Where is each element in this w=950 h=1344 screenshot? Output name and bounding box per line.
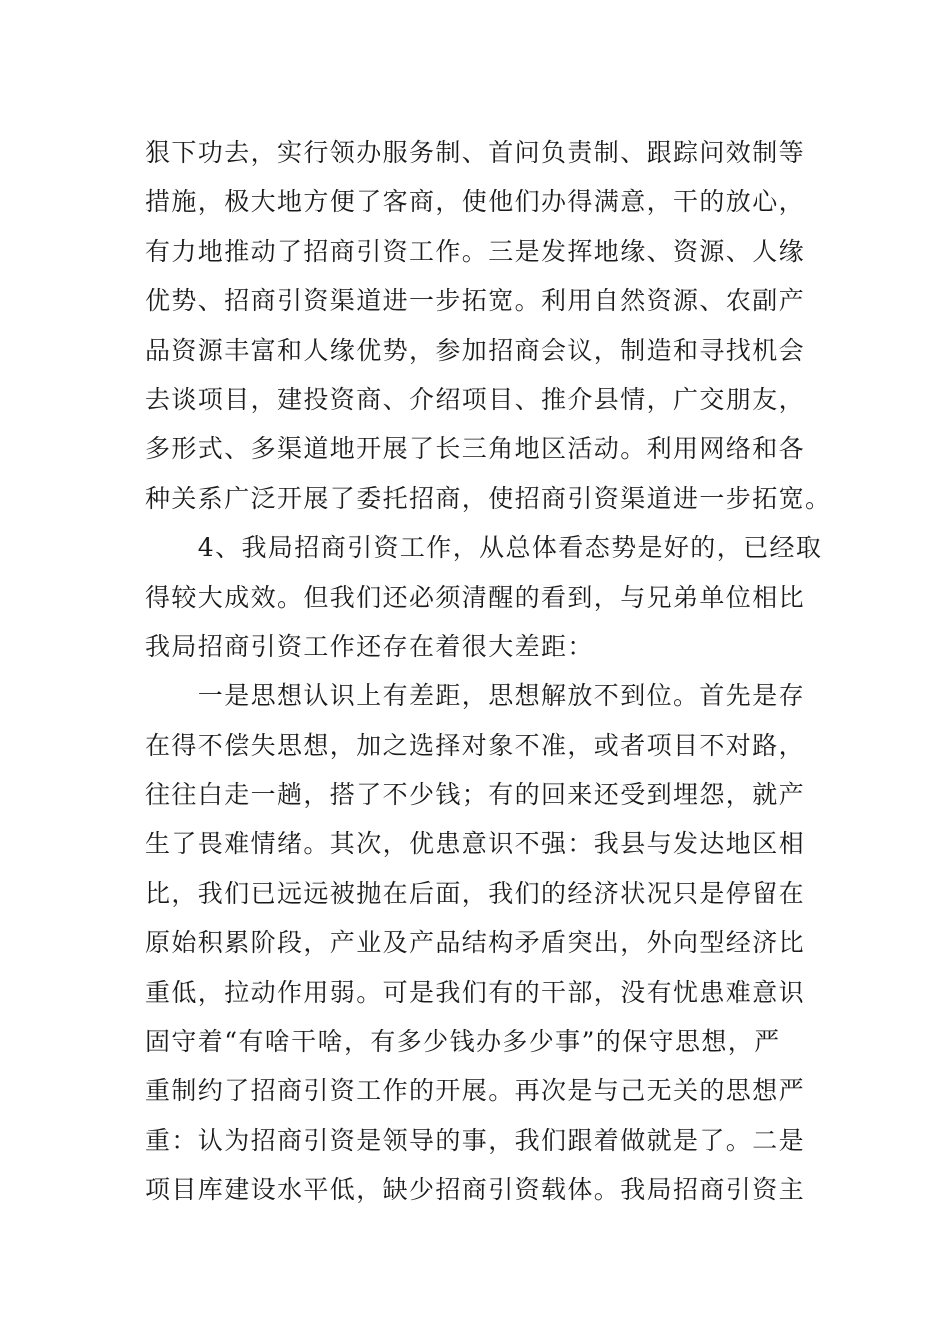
text-line: 我局招商引资工作还存在着很大差距： [145, 631, 594, 661]
body-text [145, 128, 832, 1215]
text-line: 狠下功去，实行领办服务制、首问负责制、跟踪问效制等 [145, 138, 806, 167]
text-line: 优势、招商引资渠道进一步拓宽。利用自然资源、农副产 [145, 286, 806, 316]
paragraph-start-line: 一是思想认识上有差距，思想解放不到位。首先是存 [145, 681, 806, 711]
text-line: 重低，拉动作用弱。可是我们有的干部，没有忧患难意识 [145, 977, 806, 1007]
text-line: 重制约了招商引资工作的开展。再次是与己无关的思想严 [145, 1076, 806, 1106]
text-line: 措施，极大地方便了客商，使他们办得满意，干的放心， [145, 187, 806, 217]
text-line: 项目库建设水平低，缺少招商引资载体。我局招商引资主 [145, 1175, 806, 1205]
text-line: 往往白走一趟，搭了不少钱；有的回来还受到埋怨，就产 [145, 780, 806, 810]
text-line: 原始积累阶段，产业及产品结构矛盾突出，外向型经济比 [145, 928, 806, 958]
text-line: 品资源丰富和人缘优势，参加招商会议，制造和寻找机会 [145, 335, 806, 365]
text-line: 得较大成效。但我们还必须清醒的看到，与兄弟单位相比 [145, 582, 806, 612]
paragraph-start-line: 4、我局招商引资工作，从总体看态势是好的，已经取 [145, 533, 823, 563]
text-line: 去谈项目，建投资商、介绍项目、推介县情，广交朋友， [145, 384, 806, 414]
text-line: 有力地推动了招商引资工作。三是发挥地缘、资源、人缘 [145, 236, 806, 266]
text-line: 重：认为招商引资是领导的事，我们跟着做就是了。二是 [145, 1125, 806, 1155]
text-line: 固守着“有啥干啥，有多少钱办多少事”的保守思想，严 [145, 1027, 781, 1057]
text-line: 种关系广泛开展了委托招商，使招商引资渠道进一步拓宽。 [145, 483, 832, 513]
text-line: 比，我们已远远被抛在后面，我们的经济状况只是停留在 [145, 878, 806, 908]
text-line: 多形式、多渠道地开展了长三角地区活动。利用网络和各 [145, 434, 806, 464]
text-line: 在得不偿失思想，加之选择对象不准，或者项目不对路， [145, 730, 806, 760]
text-line: 生了畏难情绪。其次，优患意识不强：我县与发达地区相 [145, 829, 806, 859]
